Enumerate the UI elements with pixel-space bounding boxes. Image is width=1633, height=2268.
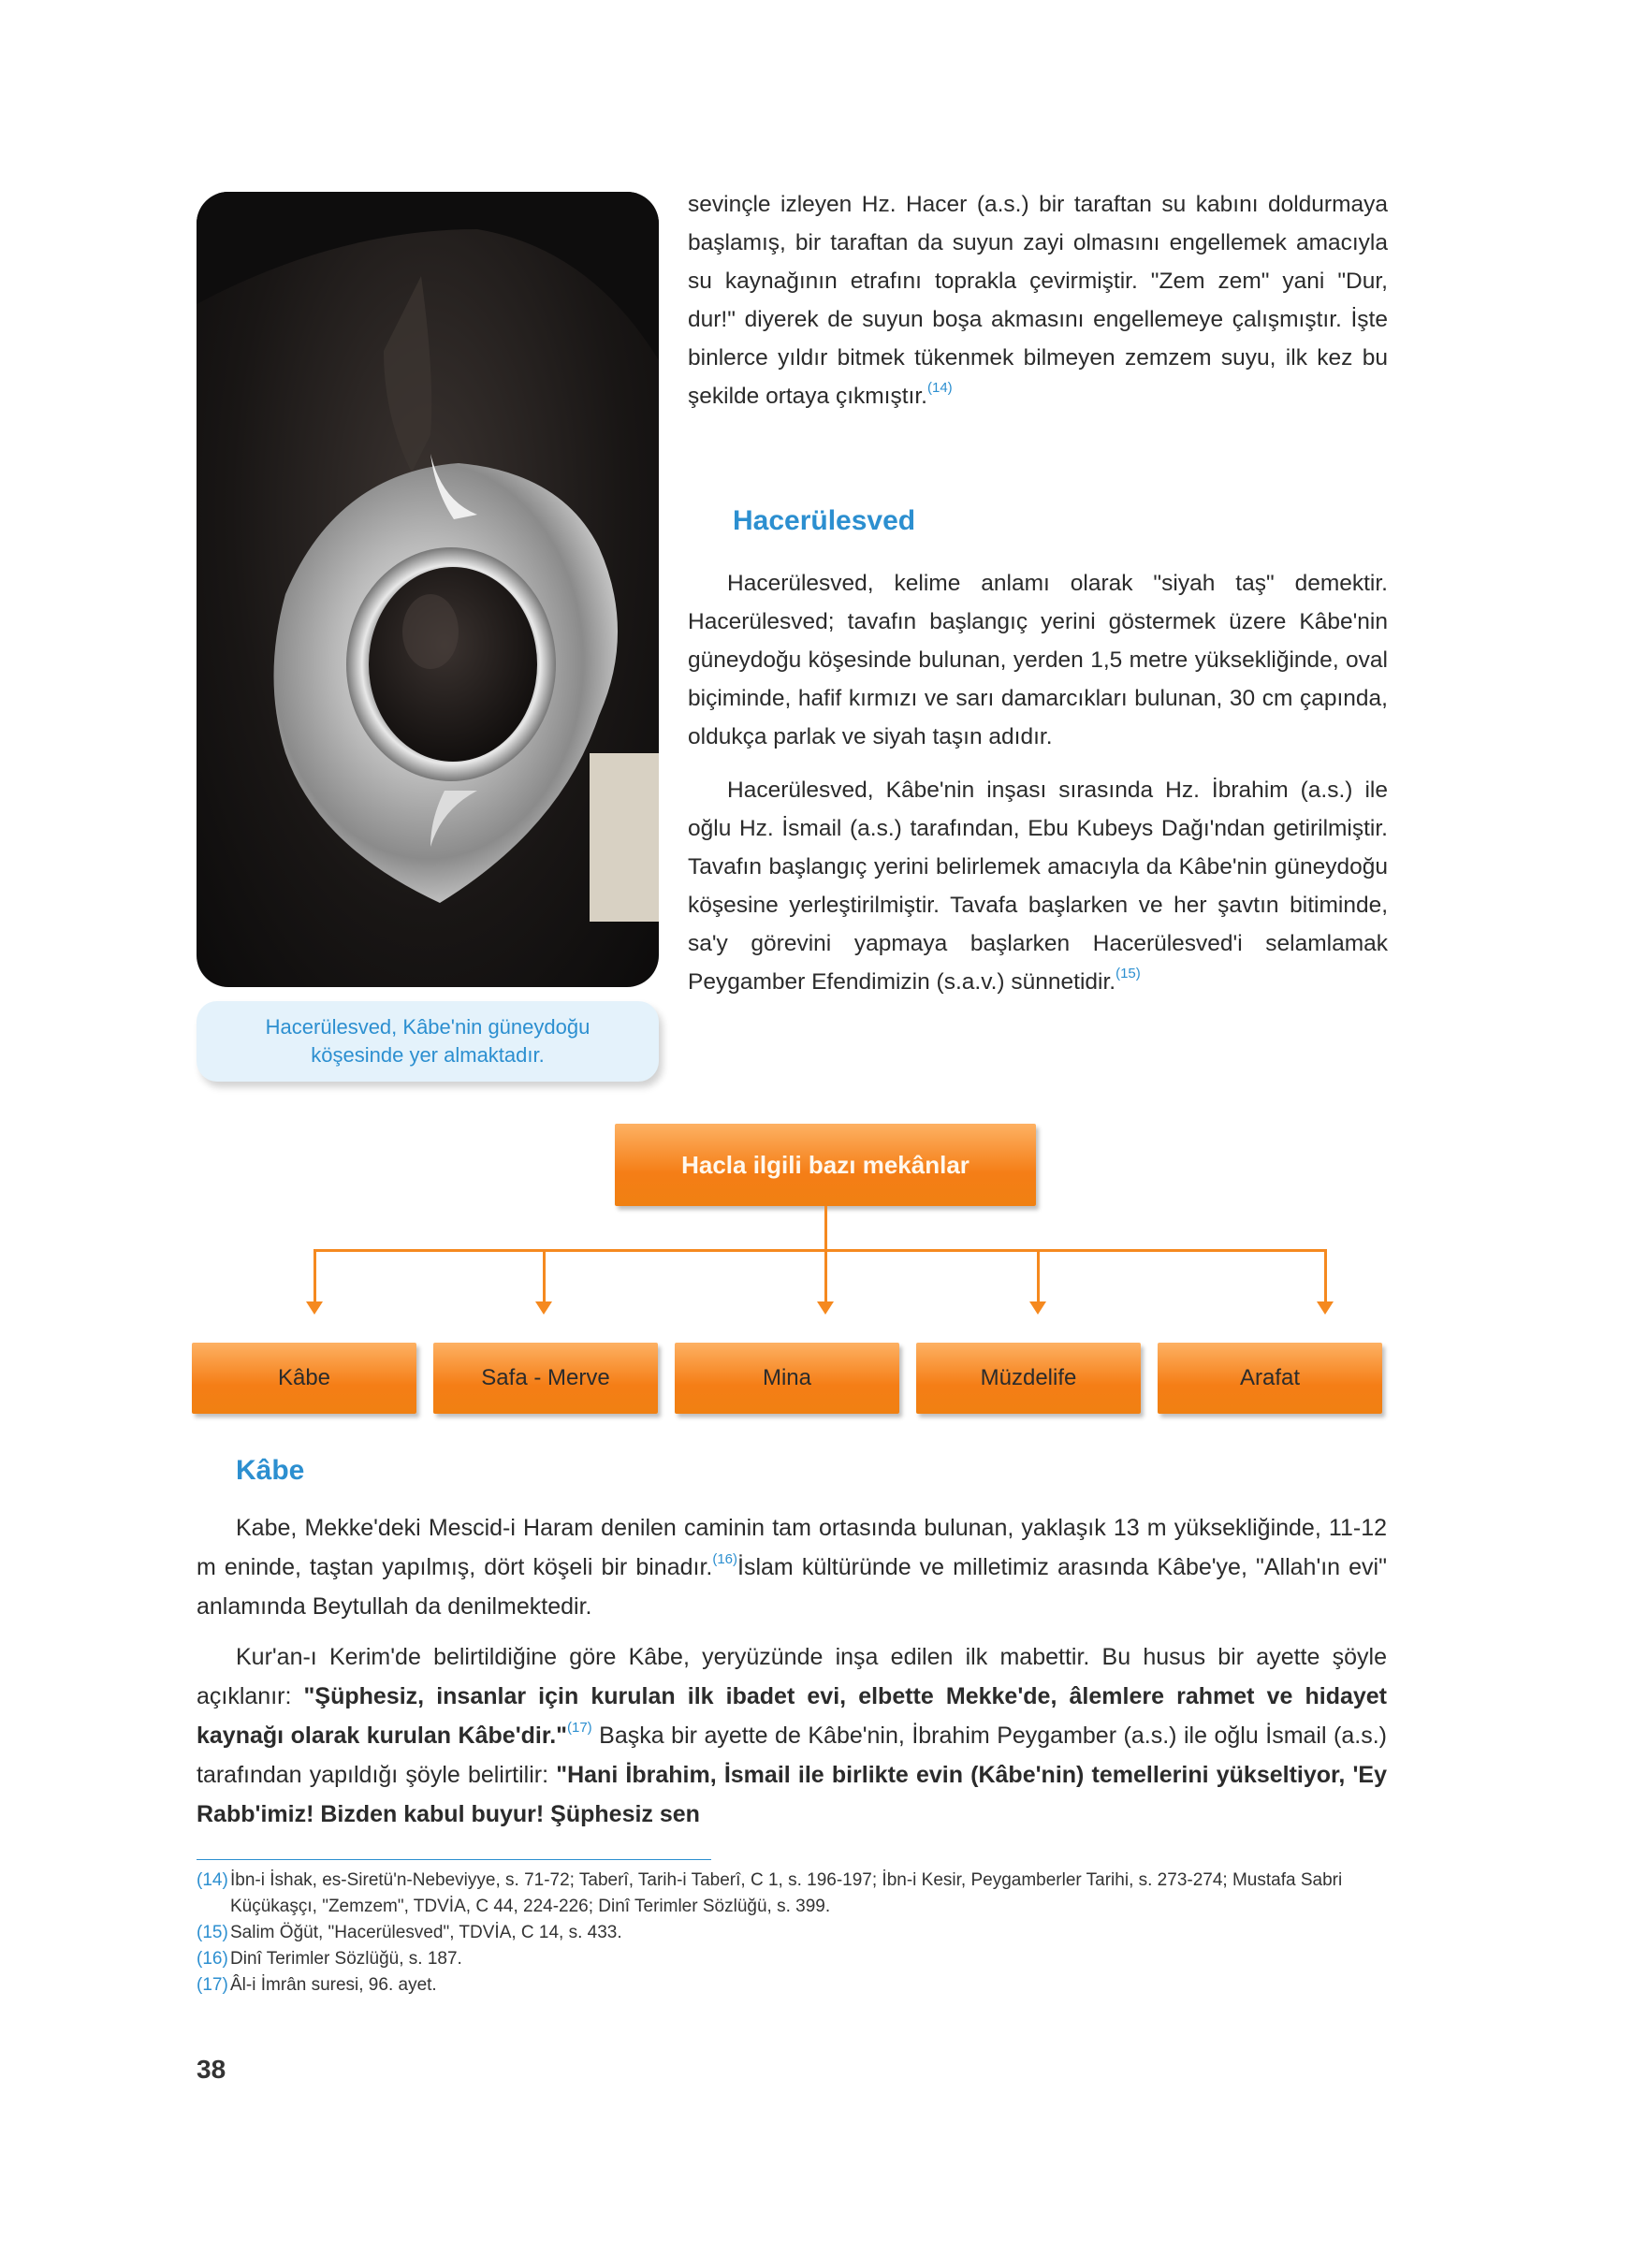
arrow-down-icon bbox=[1029, 1301, 1046, 1315]
footnote-17 bbox=[197, 1972, 1387, 1999]
footnote-ref-17[interactable]: (17) bbox=[567, 1720, 592, 1736]
page-number: 38 bbox=[197, 2055, 226, 2084]
diagram-connector-drop bbox=[313, 1249, 316, 1303]
ayet-quote-1: "Şüphesiz, insanlar için kurulan ilk ibadet evi, elbette Mekke'de, âlemlere rahmet ve hidayet kaynağı olarak kurulan Kâbe'dir." bbox=[197, 1683, 1388, 1749]
place-label: Arafat bbox=[1239, 1365, 1301, 1390]
place-label: Müzdelife bbox=[980, 1365, 1077, 1390]
kabe-heading: Kâbe bbox=[236, 1455, 305, 1486]
ayet-quote-2: "Hani İbrahim, İsmail ile birlikte evin (Kâbe'nin) temellerini yükseltiyor, 'Ey Rabb'imiz! Bizden kabul buyur! Şüphesiz sen bbox=[197, 1762, 1387, 1827]
place-box-safa-merve bbox=[433, 1343, 658, 1414]
diagram-connector-drop bbox=[824, 1249, 827, 1303]
place-label: Safa - Merve bbox=[481, 1365, 610, 1390]
footnote-text: Salim Öğüt, "Hacerülesved", TDVİA, C 14, s. 433. bbox=[230, 1923, 622, 1942]
photo-caption-text: Hacerülesved, Kâbe'nin güneydoğu köşesinde yer almaktadır. bbox=[265, 1015, 591, 1067]
place-box-kabe bbox=[192, 1343, 416, 1414]
diagram-connector-drop bbox=[1037, 1249, 1040, 1303]
footnote-ref-14[interactable]: (14) bbox=[926, 380, 953, 396]
place-box-muzdelife bbox=[916, 1343, 1141, 1414]
arrow-down-icon bbox=[1317, 1301, 1334, 1315]
place-label: Mina bbox=[762, 1365, 812, 1390]
footnote-number: (15) bbox=[197, 1923, 228, 1942]
place-box-arafat bbox=[1158, 1343, 1382, 1414]
footnote-text: İbn-i İshak, es-Siretü'n-Nebeviyye, s. 71-72; Taberî, Tarih-i Taberî, C 1, s. 196-197; İbn-i Kesir, Peygamberler Tarihi, s. 273-274; Mustafa Sabri Küçükaşçı, "Zemzem", TDVİA, C 44, 224-226; Dinî Terimler Sözlüğü, s. 399. bbox=[230, 1870, 1343, 1916]
arrow-down-icon bbox=[306, 1301, 323, 1315]
footnote-ref-15[interactable]: (15) bbox=[1115, 966, 1141, 981]
footnote-14 bbox=[197, 1868, 1387, 1920]
zemzem-text: sevinçle izleyen Hz. Hacer (a.s.) bir taraftan su kabını doldurmaya başlamış, bir taraftan da suyun zayi olmasını engellemek amacıyla su kaynağının etrafını toprakla çevirmiştir. "Zem zem" yani "Dur, dur!" diyerek de suyun boşa akmasını engellemeye çalışmıştır. İşte binlerce yıldır bitmek tükenmek bilmeyen zemzem suyu, ilk kez bu şekilde ortaya çıkmıştır. bbox=[688, 192, 1388, 409]
diagram-title: Hacla ilgili bazı mekânlar bbox=[681, 1150, 970, 1179]
diagram-connector-drop bbox=[543, 1249, 546, 1303]
footnote-ref-16[interactable]: (16) bbox=[712, 1551, 738, 1567]
footnote-text: Dinî Terimler Sözlüğü, s. 187. bbox=[230, 1949, 462, 1969]
hacerulesved-photo bbox=[197, 192, 659, 987]
footnote-number: (16) bbox=[197, 1949, 228, 1969]
hacerulesved-heading: Hacerülesved bbox=[733, 505, 916, 536]
diagram-connector-horizontal bbox=[313, 1249, 1324, 1252]
hacerulesved-definition: Hacerülesved, kelime anlamı olarak "siyah taş" demektir. Hacerülesved; tavafın başlangıç yerini göstermek üzere Kâbe'nin güneydoğu köşesinde bulunan, yerden 1,5 metre yüksekliğinde, oval biçiminde, hafif kırmızı ve sarı damarcıkları bulunan, 30 cm çapında, oldukça parlak ve siyah taşın adıdır. bbox=[688, 571, 1388, 749]
arrow-down-icon bbox=[817, 1301, 834, 1315]
hac-places-diagram bbox=[192, 1118, 1394, 1418]
kabe-section bbox=[197, 1508, 1387, 1834]
hacerulesved-history: Hacerülesved, Kâbe'nin inşası sırasında Hz. İbrahim (a.s.) ile oğlu Hz. İsmail (a.s.) tarafından, Ebu Kubeys Dağı'ndan getirilmiştir. Tavafın başlangıç yerini belirlemek amacıyla da Kâbe'nin güneydoğu köşesine yerleştirilmiştir. Tavafa başlarken ve her şavtın bitiminde, sa'y görevini yapmaya başlarken Hacerülesved'i selamlamak Peygamber Efendimizin (s.a.v.) sünnetidir. bbox=[688, 778, 1388, 995]
footnote-16 bbox=[197, 1946, 1387, 1972]
hacerulesved-paragraphs bbox=[688, 564, 1388, 1001]
place-box-mina bbox=[675, 1343, 899, 1414]
black-stone-illustration bbox=[197, 192, 659, 987]
footnote-divider bbox=[197, 1859, 711, 1860]
kabe-text-1a: Kabe, Mekke'deki Mescid-i Haram denilen caminin tam ortasında bulunan, yaklaşık 13 m yüksekliğinde, 11-12 m eninde, taştan yapılmış, dört köşeli bir binadır. bbox=[197, 1515, 1387, 1580]
place-label: Kâbe bbox=[277, 1365, 331, 1390]
kabe-text-2b: Başka bir ayette de Kâbe'nin, İbrahim Peygamber (a.s.) ile oğlu İsmail (a.s.) tarafından yapıldığı şöyle belirtilir: bbox=[197, 1723, 1387, 1788]
zemzem-paragraph bbox=[688, 185, 1388, 415]
diagram-connector-vertical bbox=[824, 1206, 827, 1251]
footnote-number: (14) bbox=[197, 1870, 228, 1890]
diagram-title-box bbox=[615, 1124, 1036, 1206]
kabe-text-2a: Kur'an-ı Kerim'de belirtildiğine göre Kâbe, yeryüzünde inşa edilen ilk mabettir. Bu husus bir ayette şöyle açıklanır: bbox=[197, 1644, 1387, 1709]
footnote-number: (17) bbox=[197, 1975, 228, 1995]
photo-caption bbox=[197, 1001, 659, 1082]
arrow-down-icon bbox=[535, 1301, 552, 1315]
footnote-15 bbox=[197, 1920, 1387, 1946]
footnotes bbox=[197, 1868, 1387, 1999]
kabe-text-1b: İslam kültüründe ve milletimiz arasında Kâbe'ye, "Allah'ın evi" anlamında Beytullah da denilmektedir. bbox=[197, 1554, 1387, 1620]
footnote-text: Âl-i İmrân suresi, 96. ayet. bbox=[230, 1975, 437, 1995]
diagram-connector-drop bbox=[1324, 1249, 1327, 1303]
